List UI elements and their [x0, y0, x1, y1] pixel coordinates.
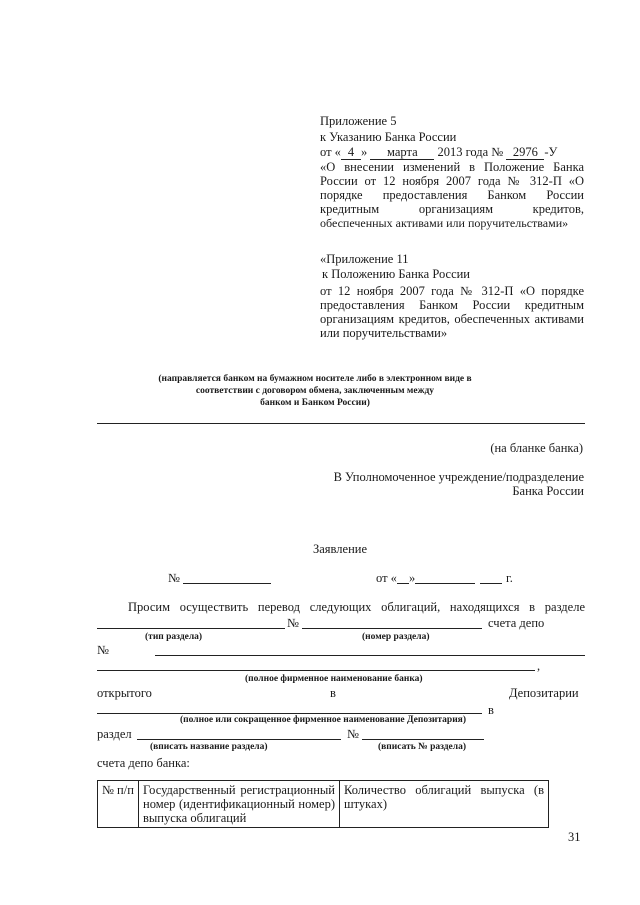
appendix11-subject	[320, 284, 584, 340]
section-number-sign: №	[287, 616, 299, 630]
header-number: № п/п	[98, 781, 139, 828]
table-header-row	[98, 781, 549, 828]
bank-number-field[interactable]	[155, 655, 585, 656]
statement-year-suffix: г.	[506, 571, 513, 585]
bank-account-label: счета депо банка:	[97, 756, 190, 770]
in-label-2: в	[488, 703, 494, 717]
subject-line: России от 12 ноября 2007 года № 312-П «О	[320, 174, 584, 188]
order-suffix: -У	[544, 145, 558, 159]
bank-name-field[interactable]	[97, 670, 535, 671]
appendix-reference: к Указанию Банка России	[320, 130, 457, 144]
page-number: 31	[568, 830, 581, 844]
statement-number-label: №	[168, 571, 180, 585]
subject11-line: предоставления Банком России кредитным	[320, 298, 584, 312]
appendix-subject	[320, 160, 584, 230]
appendix-title: Приложение 5	[320, 114, 397, 128]
section-number-field[interactable]	[302, 628, 482, 629]
bank-letterhead-note: (на бланке банка)	[490, 441, 583, 455]
request-line	[128, 600, 585, 614]
bank-number-sign: №	[97, 643, 109, 657]
bank-name-comma: ,	[537, 659, 541, 673]
section-type-caption: (тип раздела)	[145, 632, 203, 642]
appendix11-title: «Приложение 11	[320, 252, 409, 266]
depositary-label: Депозитарии	[509, 686, 579, 700]
section-name-field[interactable]	[137, 739, 341, 740]
statement-month-field[interactable]	[415, 583, 475, 584]
appendix-date-line	[320, 145, 557, 160]
date-mid: »	[360, 145, 368, 159]
subject-line: кредитным организациям кредитов,	[320, 202, 584, 216]
subject-line: «О внесении изменений в Положение Банка	[320, 160, 584, 174]
statement-date-close: »	[409, 571, 416, 585]
statement-title: Заявление	[313, 542, 368, 556]
separator-line	[97, 423, 585, 424]
statement-year-field[interactable]	[480, 583, 502, 584]
subject11-line: или поручительствами»	[320, 326, 448, 340]
subject11-line: от 12 ноября 2007 года № 312-П «О порядке	[320, 284, 584, 298]
appendix11-reference: к Положению Банка России	[322, 267, 470, 281]
statement-date-open: от «	[376, 571, 397, 585]
in-label: в	[330, 686, 336, 700]
section-name-caption: (вписать название раздела)	[150, 742, 268, 752]
depositary-caption: (полное или сокращенное фирменное наименование Депозитария)	[180, 715, 466, 725]
opened-label: открытого	[97, 686, 152, 700]
date-month: марта	[370, 145, 434, 160]
delivery-note	[100, 373, 530, 409]
bank-name-caption: (полное фирменное наименование банка)	[245, 674, 423, 684]
order-number: 2976	[506, 145, 544, 160]
date-day: 4	[341, 145, 361, 160]
note-line: банком и Банком России)	[260, 398, 370, 408]
recipient	[334, 470, 584, 498]
section-number-caption: (номер раздела)	[362, 632, 430, 642]
date-prefix: от «	[320, 145, 341, 159]
statement-day-field[interactable]	[397, 583, 409, 584]
statement-number-field[interactable]	[183, 583, 271, 584]
section-type-field[interactable]	[97, 628, 285, 629]
note-line: соответствии с договором обмена, заключенным между	[195, 386, 435, 396]
section-number-field-2[interactable]	[362, 739, 484, 740]
header-quantity: Количество облигаций выпуска (в штуках)	[340, 781, 549, 828]
recipient-line: Банка России	[512, 484, 584, 498]
date-year: 2013 года №	[437, 145, 504, 159]
header-registration: Государственный регистрационный номер (идентификационный номер) выпуска облигаций	[139, 781, 340, 828]
bonds-table	[97, 780, 549, 828]
note-line: (направляется банком на бумажном носителе либо в электронном виде в	[158, 374, 472, 384]
subject-line: обеспеченных активами или поручительствами»	[320, 216, 569, 230]
section-number-caption-2: (вписать № раздела)	[378, 742, 467, 752]
section-number-sign-2: №	[347, 727, 359, 741]
subject-line: порядке предоставления Банком России	[320, 188, 584, 202]
subject11-line: организациям кредитов, обеспеченных активами	[320, 312, 584, 326]
account-depo-label: счета депо	[488, 616, 545, 630]
section-label: раздел	[97, 727, 132, 741]
request-text: Просим осуществить перевод следующих облигаций, находящихся в разделе	[128, 600, 585, 614]
recipient-line: В Уполномоченное учреждение/подразделение	[333, 470, 584, 484]
